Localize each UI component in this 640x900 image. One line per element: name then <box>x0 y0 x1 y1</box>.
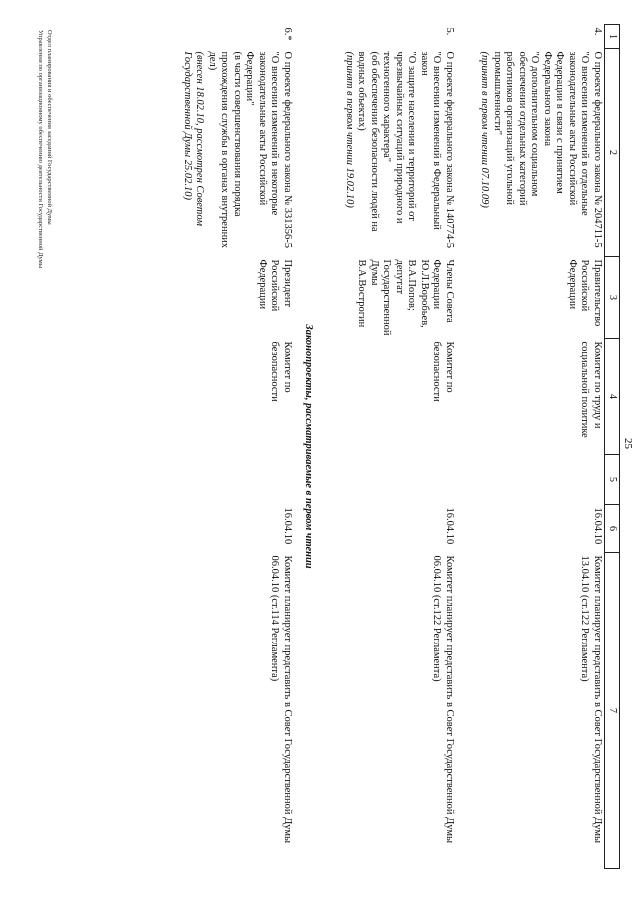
column-5-cell <box>159 455 295 505</box>
bill-line: "О внесении изменений в Федеральный закон <box>419 51 443 230</box>
review-date: 16.04.10 <box>282 507 293 545</box>
table-row <box>456 25 605 869</box>
bill-line: (в части совершенствования порядка прохождения службы в органах внутренних дел) <box>207 51 243 249</box>
bill-line: О проекте федерального закона № 204711-5 <box>592 51 603 248</box>
column-header: 1 <box>605 25 620 49</box>
column-header: 3 <box>605 257 620 339</box>
bill-note: (принят в первом чтении 19.02.10) <box>344 51 355 208</box>
column-5-cell <box>456 455 605 505</box>
bill-line: О проекте федерального закона № 331356-5 <box>282 51 293 249</box>
row-number: 6.* <box>282 27 293 41</box>
column-header: 6 <box>605 505 620 553</box>
page-number: 25 <box>622 438 634 449</box>
responsible-committee: Комитет по безопасности <box>269 341 293 402</box>
row-number: 4. <box>592 27 603 36</box>
column-header: 7 <box>605 553 620 869</box>
responsible-committee: Комитет по труду и социальной политике <box>579 341 603 438</box>
page-footer <box>36 30 54 268</box>
bill-line: О проекте федерального закона № 140774-5 <box>444 51 455 249</box>
committee-remark: Комитет планирует представить в Совет Государственной Думы 13.04.10 (ст.122 Регламента) <box>579 555 603 844</box>
bill-line: "О дополнительном социальном обеспечении отдельных категорий работников организаций угольной промышленности" <box>492 51 541 206</box>
committee-remark: Комитет планирует представить в Совет Государственной Думы 06.04.10 (ст.114 Регламента) <box>269 555 293 844</box>
bill-initiator: Президент Российской Федерации <box>257 259 293 312</box>
bill-note: (принят в первом чтении 07.10.09) <box>479 51 491 208</box>
column-number-header <box>605 25 620 869</box>
bill-initiator: Правительство Российской Федерации <box>567 259 603 327</box>
section-heading-row <box>294 25 321 869</box>
bill-line: (об обеспечении безопасности людей на водных объектах) <box>356 51 380 232</box>
table-row <box>159 25 295 869</box>
responsible-committee: Комитет по безопасности <box>431 341 455 402</box>
column-header: 5 <box>605 455 620 505</box>
review-date: 16.04.10 <box>592 507 603 545</box>
review-date: 16.04.10 <box>444 507 455 545</box>
bill-line: "О внесении изменений в отдельные законодательные акты Российской Федерации в связи с принятием Федерального закона <box>542 51 591 216</box>
bill-initiator: Члены Совета Федерации Ю.Л.Воробьев, В.А.Попов; депутат Государственной Думы В.А.Вострогин <box>356 259 455 336</box>
footer-line: Управления по организационному обеспечению деятельности Государственной Думы <box>37 30 44 269</box>
bill-description <box>456 49 605 257</box>
bill-description <box>159 49 295 257</box>
bill-line: "О внесении изменений в некоторые законодательные акты Российской Федерации" <box>244 51 281 216</box>
footer-line: Отдел планирования и обеспечения заседаний Государственной Думы <box>46 30 53 225</box>
column-header: 4 <box>605 339 620 455</box>
bills-table <box>159 24 621 869</box>
column-header: 2 <box>605 49 620 257</box>
committee-remark: Комитет планирует представить в Совет Государственной Думы 06.04.10 (ст.122 Регламента) <box>431 555 455 844</box>
column-5-cell <box>321 455 457 505</box>
section-heading: Законопроекты, рассматриваемые в первом чтении <box>303 324 315 569</box>
bill-note: (внесен 18.02.10, рассмотрен Советом Государственной Думы 25.02.10) <box>182 51 206 226</box>
table-row <box>321 25 457 869</box>
bill-line: "О защите населения и территорий от чрезвычайных ситуаций природного и техногенного характера" <box>381 51 418 224</box>
bill-description <box>321 49 457 257</box>
row-number: 5. <box>444 27 455 36</box>
